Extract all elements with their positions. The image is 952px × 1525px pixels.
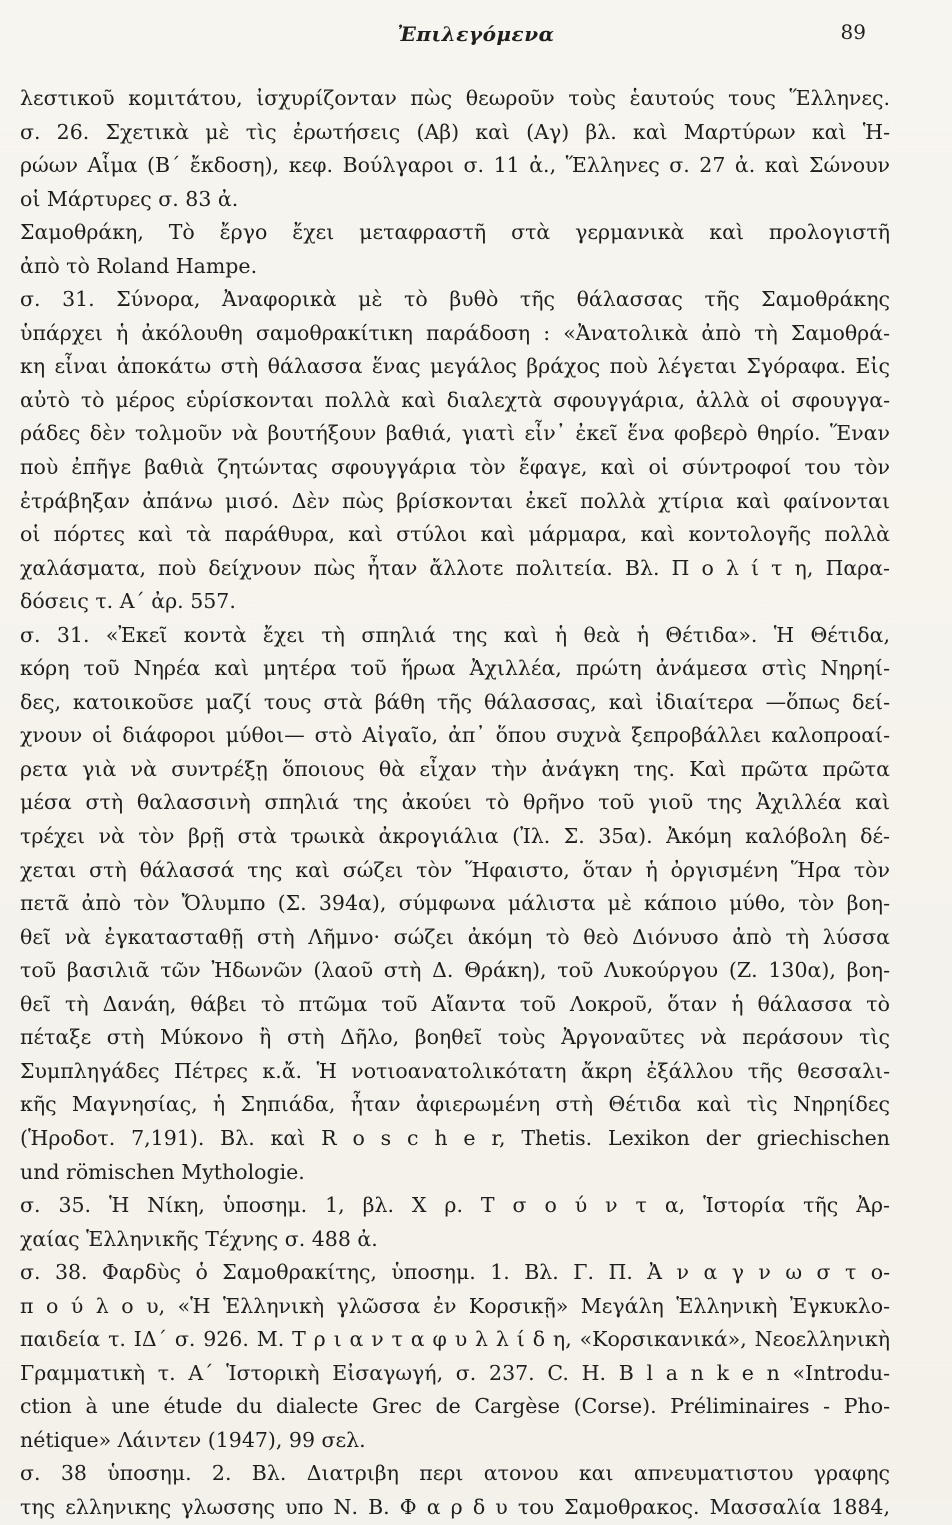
text-line: κη εἶναι ἀποκάτω στὴ θάλασσα ἕνας μεγάλος βράχος ποὺ λέγεται Σγόραφα. Εἰς (20, 354, 890, 379)
text-line: πέταξε στὴ Μύκονο ἢ στὴ Δῆλο, βοηθεῖ τοὺς Ἀργοναῦτες νὰ περάσουν τὶς (20, 1025, 890, 1050)
text-line: θεῖ νὰ ἐγκατασταθῇ στὴ Λῆμνο· σώζει ἀκόμη τὸ θεὸ Διόνυσο ἀπὸ τὴ λύσσα (20, 924, 890, 949)
text-line: κῆς Μαγνησίας, ἡ Σηπιάδα, ἦταν ἀφιερωμένη στὴ Θέτιδα καὶ τὶς Νηρηίδες (20, 1092, 890, 1117)
text-line: und römischen Mythologie. (20, 1159, 305, 1184)
text-line: ρώων Αἷμα (Β΄ ἔκδοση), κεφ. Βούλγαροι σ. 11 ἀ., Ἕλληνες σ. 27 ἀ. καὶ Σώνουν (20, 153, 890, 178)
text-line: πετᾶ ἀπὸ τὸν Ὄλυμπο (Σ. 394α), σύμφωνα μάλιστα μὲ κάποιο μύθο, τὸν βοη- (20, 891, 890, 916)
text-line: λεστικοῦ κομιτάτου, ἰσχυρίζονταν πὼς θεωροῦν τοὺς ἑαυτούς τους Ἕλληνες. (20, 86, 890, 110)
text-line: τοῦ βασιλιᾶ τῶν Ἠδωνῶν (λαοῦ στὴ Δ. Θράκη), τοῦ Λυκούργου (Ζ. 130α), βοη- (20, 958, 890, 983)
text-line: σ. 38. Φαρδὺς ὁ Σαμοθρακίτης, ὑποσημ. 1. Βλ. Γ. Π. Ἀ ν α γ ν ω σ τ ο- (20, 1260, 890, 1285)
text-line: ἀπὸ τὸ Roland Hampe. (20, 253, 258, 278)
text-line: χεται στὴ θάλασσά της καὶ σώζει τὸν Ἥφαιστο, ὅταν ἡ ὀργισμένη Ἥρα τὸν (20, 857, 890, 882)
text-line: Σαμοθράκη, Τὸ ἔργο ἔχει μεταφραστῆ στὰ γερμανικὰ καὶ προλογιστῆ (20, 220, 890, 245)
text-line: ρετα γιὰ νὰ συντρέξῃ ὅποιους θὰ εἶχαν τὴν ἀνάγκη της. Καὶ πρῶτα πρῶτα (20, 756, 890, 781)
text-line: χαίας Ἑλληνικῆς Τέχνης σ. 488 ἀ. (20, 1226, 378, 1251)
body-text (20, 82, 890, 1525)
text-line: κόρη τοῦ Νηρέα καὶ μητέρα τοῦ ἥρωα Ἀχιλλέα, πρώτη ἀνάμεσα στὶς Νηρηί- (20, 656, 890, 681)
text-line: της ελληνικης γλωσσης υπο Ν. Β. Φ α ρ δ υ του Σαμοθρακος. Μασσαλία 1884, (20, 1494, 890, 1519)
page-number: 89 (840, 20, 866, 44)
text-line: ction à une étude du dialecte Grec de Cargèse (Corse). Préliminaires - Pho- (20, 1394, 890, 1419)
text-line: Γραμματικὴ τ. Α΄ Ἱστορικὴ Εἰσαγωγή, σ. 237. C. H. B l a n k e n «Introdu- (20, 1360, 890, 1385)
text-line: αὐτὸ τὸ μέρος εὑρίσκονται πολλὰ καὶ διαλεχτὰ σφουγγάρια, ἀλλὰ οἱ σφουγγα- (20, 387, 890, 412)
text-line: μέσα στὴ θαλασσινὴ σπηλιά της ἀκούει τὸ θρῆνο τοῦ γιοῦ της Ἀχιλλέα καὶ (20, 790, 890, 815)
text-line: τρέχει νὰ τὸν βρῇ στὰ τρωικὰ ἀκρογιάλια (Ἰλ. Σ. 35α). Ἀκόμη καλόβολη δέ- (20, 824, 890, 849)
text-line: ὑπάρχει ἡ ἀκόλουθη σαμοθρακίτικη παράδοση : «Ἀνατολικὰ ἀπὸ τὴ Σαμοθρά- (20, 320, 890, 345)
text-line: οἱ Μάρτυρες σ. 83 ἀ. (20, 186, 239, 211)
text-line: σ. 31. «Ἐκεῖ κοντὰ ἔχει τὴ σπηλιά της καὶ ἡ θεὰ ἡ Θέτιδα». Ἡ Θέτιδα, (20, 622, 890, 647)
text-line: χνουν οἱ διάφοροι μύθοι— στὸ Αἰγαῖο, ἀπ᾿ ὅπου συχνὰ ξεπροβάλλει καλοπροαί- (20, 723, 890, 748)
text-line: ἐτράβηξαν ἀπάνω μισό. Δὲν πὼς βρίσκονται ἐκεῖ πολλὰ χτίρια καὶ φαίνονται (20, 488, 890, 513)
text-line: σ. 31. Σύνορα, Ἀναφορικὰ μὲ τὸ βυθὸ τῆς θάλασσας τῆς Σαμοθράκης (20, 287, 890, 312)
text-line: χαλάσματα, ποὺ δείχνουν πὼς ἦταν ἄλλοτε πολιτεία. Βλ. Π ο λ ί τ η, Παρα- (20, 555, 890, 580)
text-line: δόσεις τ. Α΄ ἀρ. 557. (20, 589, 236, 614)
text-line: παιδεία τ. ΙΔ΄ σ. 926. Μ. Τ ρ ι α ν τ α φ υ λ λ ί δ η, «Κορσικανικά», Νεοελληνικὴ (20, 1327, 890, 1352)
text-line: (Ἡροδοτ. 7,191). Βλ. καὶ R o s c h e r, Thetis. Lexikon der griechischen (20, 1125, 890, 1150)
text-line: ράδες δὲν τολμοῦν νὰ βουτήξουν βαθιά, γιατὶ εἶν᾿ ἐκεῖ ἕνα φοβερὸ θηρίο. Ἕναν (20, 421, 890, 446)
text-line: δες, κατοικοῦσε μαζί τους στὰ βάθη τῆς θάλασσας, καὶ ἰδιαίτερα —ὅπως δεί- (20, 689, 890, 714)
text-line: Συμπληγάδες Πέτρες κ.ἄ. Ἡ νοτιοανατολικότατη ἄκρη ἐξάλλου τῆς θεσσαλι- (20, 1058, 890, 1083)
text-line: θεῖ τὴ Δανάη, θάβει τὸ πτῶμα τοῦ Αἴαντα τοῦ Λοκροῦ, ὅταν ἡ θάλασσα τὸ (20, 991, 890, 1016)
text-line: π ο ύ λ ο υ, «Ἡ Ἑλληνικὴ γλῶσσα ἐν Κορσικῇ» Μεγάλη Ἑλληνικὴ Ἐγκυκλο- (20, 1293, 890, 1318)
text-line: σ. 35. Ἡ Νίκη, ὑποσημ. 1, βλ. Χ ρ. Τ σ ο ύ ν τ α, Ἱστορία τῆς Ἀρ- (20, 1193, 890, 1218)
text-line: nétique» Λάιντεν (1947), 99 σελ. (20, 1427, 366, 1452)
text-line: σ. 26. Σχετικὰ μὲ τὶς ἐρωτήσεις (Αβ) καὶ (Αγ) βλ. καὶ Μαρτύρων καὶ Ἡ- (20, 119, 890, 144)
text-line: ποὺ ἐπῆγε βαθιὰ ζητώντας σφουγγάρια τὸν ἔφαγε, καὶ οἱ σύντροφοί του τὸν (20, 455, 890, 480)
running-head: Ἐπιλεγόμενα (397, 22, 555, 46)
text-line: οἱ πόρτες καὶ τὰ παράθυρα, καὶ στύλοι καὶ μάρμαρα, καὶ κοντολογῆς πολλὰ (20, 522, 890, 547)
text-line: σ. 38 ὑποσημ. 2. Βλ. Διατριβη περι ατονου και απνευματιστου γραφης (20, 1461, 890, 1486)
